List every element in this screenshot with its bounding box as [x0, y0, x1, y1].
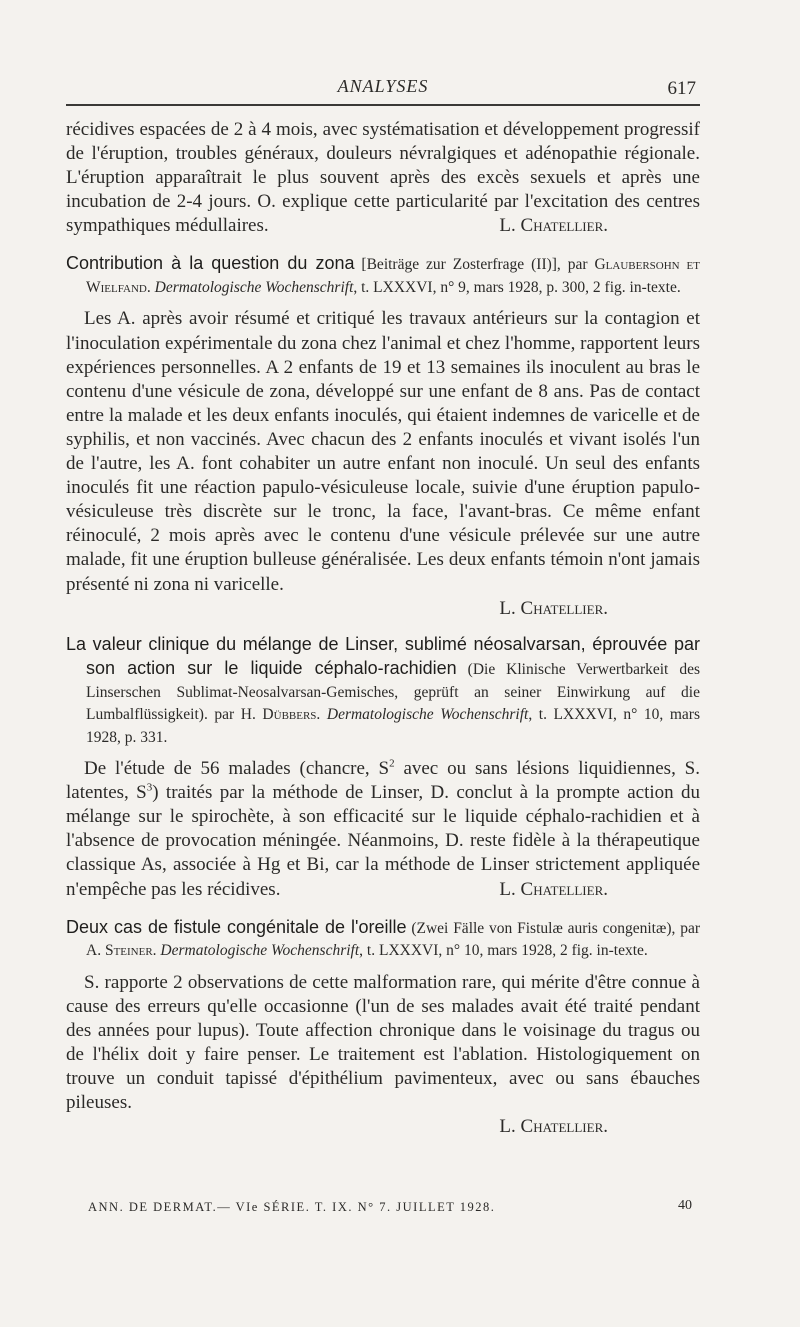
review-linser-sup-b: 3	[146, 781, 153, 794]
sheet-number: 40	[678, 1198, 692, 1213]
review-linser-bib-b: , t. LXXXVI, n° 10, mars 1928, p. 331.	[86, 706, 700, 746]
review-fistule-authors: A. Steiner.	[86, 942, 157, 960]
review-fistule-title: Deux cas de fistule congénitale de l'oreille	[66, 916, 407, 937]
review-zona-bib-a: [Beiträge zur Zosterfrage (II)], par	[354, 256, 595, 274]
review-zona-bib-b: , t. LXXXVI, n° 9, mars 1928, p. 300, 2 fig. in-texte.	[353, 278, 681, 296]
review-linser-title: La valeur clinique du mélange de Linser, sublimé néosalvarsan, éprouvée par son action sur le liquide céphalo-rachidien	[66, 633, 700, 679]
review-zona-authors: Glaubersohn et Wielfand.	[86, 256, 700, 296]
review-linser-heading	[66, 633, 700, 750]
intro-section	[66, 118, 700, 238]
review-linser-authors: H. Dübbers.	[240, 706, 321, 724]
review-linser-body-a: De l'étude de 56 malades (chancre, S	[84, 758, 390, 780]
page	[66, 0, 700, 1327]
intro-signature: L. Chatellier.	[499, 215, 608, 237]
review-linser-body	[66, 757, 700, 902]
review-fistule	[66, 916, 700, 1140]
article-content	[66, 118, 700, 1139]
intro-paragraph	[66, 118, 700, 238]
review-linser	[66, 633, 700, 902]
review-linser-journal: Dermatologische Wochenschrift	[326, 706, 529, 724]
review-fistule-signature: L. Chatellier.	[499, 1116, 608, 1138]
review-linser-sup-a: 2	[389, 757, 395, 770]
review-zona-heading	[66, 252, 700, 299]
review-fistule-heading	[66, 916, 700, 963]
running-title: ANALYSES	[337, 76, 429, 96]
review-linser-body-c: ) traités par la méthode de Linser, D. conclut à la prompte action du mélange sur le spirochète, à son efficacité sur le liquide céphalo-rachidien et à l'absence de provocation méningée. Néanmoins, D. reste fidèle à la thérapeutique classique As, associée à Hg et Bi, car la méthode de Linser strictement appliquée n'empêche pas les récidives.	[66, 782, 700, 900]
review-fistule-bib-b: , t. LXXXVI, n° 10, mars 1928, 2 fig. in-texte.	[359, 942, 648, 960]
review-linser-signature: L. Chatellier.	[499, 878, 608, 900]
review-fistule-journal: Dermatologische Wochenschrift	[160, 942, 360, 960]
footer-citation: ANN. DE DERMAT.— VIe SÉRIE. T. IX. N° 7. JUILLET 1928.	[88, 1200, 496, 1214]
review-zona	[66, 252, 700, 620]
header-rule	[66, 104, 700, 106]
review-zona-journal: Dermatologische Wochenschrift	[154, 278, 354, 296]
running-header	[66, 74, 700, 100]
review-linser-bib-a: (Die Klinische Verwertbarkeit des Linserschen Sublimat-Neosalvarsan-Gemisches, geprüft an seiner Einwirkung auf die Lumbalflüssigkeit). par	[86, 661, 700, 724]
page-number: 617	[667, 78, 696, 99]
review-linser-body-b: avec ou sans lésions liquidiennes, S. latentes, S	[66, 758, 700, 804]
page-footer	[88, 1200, 692, 1215]
review-zona-title: Contribution à la question du zona	[66, 253, 355, 274]
review-zona-signature: L. Chatellier.	[499, 597, 608, 619]
review-zona-body: Les A. après avoir résumé et critiqué les travaux antérieurs sur la contagion et l'inoculation expérimentale du zona chez l'animal et chez l'homme, rapportent leurs expériences personnelles. A 2 enfants de 19 et 13 semaines ils inoculent au bras le contenu d'une vésicule de zona, développé sur une enfant de 8 ans. Pas de contact entre la malade et les deux enfants inoculés, qui étaient indemnes de varicelle et de syphilis, et non vaccinés. Avec chacun des 2 enfants inoculés et vivant isolés l'un de l'autre, les A. font cohabiter un autre enfant non inoculé. Un seul des enfants inoculés fit une réaction papulo-vésiculeuse locale, suivie d'une éruption papulo-vésiculeuse très discrète sur le tronc, la face, l'avant-bras. Ce même enfant réinoculé, 2 mois après avec le contenu d'une vésicule prélevée sur une autre malade, fit une éruption bulleuse généralisée. Les deux enfants témoin n'ont jamais présenté ni zona ni varicelle.	[66, 308, 700, 595]
review-fistule-body: S. rapporte 2 observations de cette malformation rare, qui mérite d'être connue à cause des erreurs qu'elle occasionne (l'un de ses malades avait été traité pendant des années pour lupus). Toute affection chronique dans le voisinage du tragus ou de l'hélix doit y faire penser. Le traitement est l'ablation. Histologiquement on trouve un conduit tapissé d'épithélium pavimenteux, avec ou sans ébauches pileuses.	[66, 971, 700, 1114]
review-fistule-bib-a: (Zwei Fälle von Fistulæ auris congenitæ), par	[406, 919, 700, 937]
intro-text: récidives espacées de 2 à 4 mois, avec systématisation et développement progressif de l'éruption, troubles généraux, douleurs névralgiques et adénopathie régionale. L'éruption apparaîtrait le plus souvent après des excès sexuels et après une incubation de 2-4 jours. O. explique cette particularité par l'excitation des centres sympathiques médullaires.	[66, 119, 700, 237]
